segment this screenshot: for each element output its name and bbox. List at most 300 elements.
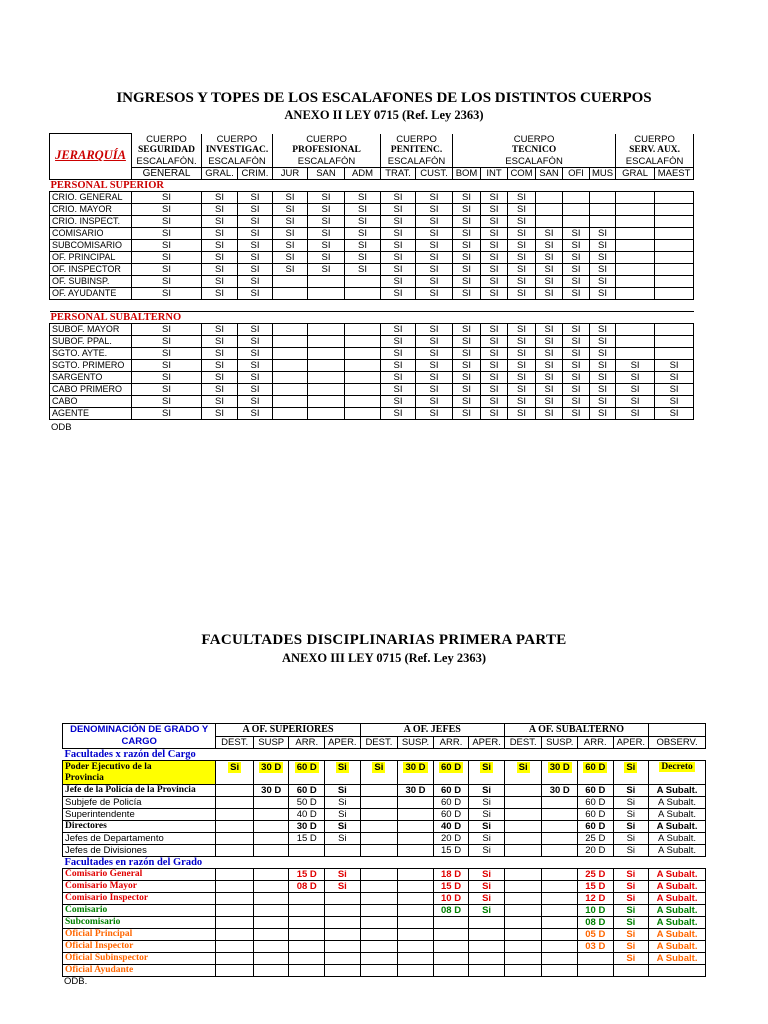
section-label: PERSONAL SUPERIOR [50,179,694,191]
table-row [50,335,694,347]
corps-group-label: CUERPO [396,133,437,145]
value-cell [216,929,254,941]
highlighted-value: Si [374,761,384,773]
corps-group-header [381,145,453,156]
column-subheader: DEST. [360,736,398,749]
value-cell: A Subalt. [649,833,706,845]
rank-cell: SUBCOMISARIO [50,239,132,251]
column-subheader: CUST. [416,167,453,179]
value-cell: A Subalt. [649,809,706,821]
value-cell [504,821,542,833]
value-cell: SI [508,203,536,215]
value-cell [360,761,398,774]
table-row [63,821,706,833]
value-cell [345,371,381,383]
value-cell: SI [273,251,308,263]
value-cell: SI [381,263,416,275]
table-row [50,383,694,395]
value-cell: SI [416,191,453,203]
value-cell [542,953,578,965]
value-cell: SI [481,359,508,371]
value-cell: SI [238,323,273,335]
value-cell [216,809,254,821]
value-cell: SI [238,359,273,371]
value-cell [216,761,254,774]
value-cell: 30 D [289,821,325,833]
value-cell [273,407,308,419]
value-cell: 10 D [578,905,614,917]
value-cell [655,263,694,275]
grade-label: Subjefe de Policía [63,797,216,809]
column-subheader: APER. [325,736,361,749]
value-cell: SI [590,347,616,359]
value-cell [253,965,289,977]
value-cell: SI [536,371,563,383]
value-cell [360,905,398,917]
table-row [63,893,706,905]
value-cell [469,773,505,785]
grade-label: Comisario [63,905,216,917]
value-cell: Si [469,845,505,857]
value-cell: SI [508,287,536,299]
value-cell [613,965,649,977]
value-cell: SI [508,407,536,419]
value-cell [360,869,398,881]
value-cell: SI [453,215,481,227]
value-cell: SI [590,407,616,419]
value-cell [616,227,655,239]
rank-cell: COMISARIO [50,227,132,239]
corps-group-header [616,134,694,145]
corps-group-header [453,134,616,145]
value-cell: SI [590,275,616,287]
value-cell: SI [381,275,416,287]
value-cell [398,773,434,785]
value-cell: Si [469,881,505,893]
value-cell [289,953,325,965]
value-cell [360,845,398,857]
value-cell: A Subalt. [649,845,706,857]
value-cell [504,785,542,797]
highlighted-value: 60 D [296,761,317,773]
value-cell: SI [381,407,416,419]
value-cell: 05 D [578,929,614,941]
column-subheader: OBSERV. [649,736,706,749]
value-cell: A Subalt. [649,953,706,965]
value-cell: 50 D [289,797,325,809]
value-cell [504,773,542,785]
value-cell [216,905,254,917]
value-cell: 15 D [578,881,614,893]
value-cell: SI [416,227,453,239]
rank-cell: SUBOF. PPAL. [50,335,132,347]
value-cell: SI [345,203,381,215]
value-cell: SI [453,191,481,203]
annex2-title: INGRESOS Y TOPES DE LOS ESCALAFONES DE LOS DISTINTOS CUERPOS [116,90,652,106]
value-cell [345,287,381,299]
value-cell [433,965,469,977]
value-cell: SI [381,251,416,263]
value-cell: Si [613,821,649,833]
value-cell: SI [345,215,381,227]
corps-group-label: CUERPO [513,133,555,145]
value-cell [504,929,542,941]
value-cell [308,287,345,299]
table-row [63,881,706,893]
value-cell: SI [481,239,508,251]
value-cell: SI [481,215,508,227]
value-cell: Si [325,833,361,845]
value-cell [536,215,563,227]
value-cell [273,347,308,359]
value-cell [216,821,254,833]
value-cell [504,905,542,917]
value-cell: SI [536,263,563,275]
value-cell [308,275,345,287]
value-cell [253,821,289,833]
value-cell: 25 D [578,869,614,881]
value-cell [655,275,694,287]
value-cell: SI [238,395,273,407]
value-cell [504,809,542,821]
value-cell: SI [273,227,308,239]
value-cell: 40 D [289,809,325,821]
value-cell: A Subalt. [649,797,706,809]
value-cell [398,905,434,917]
value-cell: SI [416,323,453,335]
value-cell [253,917,289,929]
value-cell [325,941,361,953]
subheader-row [50,167,694,179]
value-cell [616,287,655,299]
header-row [63,724,706,737]
value-cell [360,953,398,965]
value-cell: SI [416,287,453,299]
value-cell: SI [563,227,590,239]
value-cell: SI [453,335,481,347]
corps-group-label: PENITENC. [390,144,443,155]
value-cell [273,323,308,335]
value-cell [398,881,434,893]
table-row [50,407,694,419]
value-cell [613,773,649,785]
value-cell [216,797,254,809]
value-cell: A Subalt. [649,869,706,881]
value-cell [289,917,325,929]
value-cell [308,383,345,395]
value-cell: SI [563,359,590,371]
section-cargo-label: Facultades x razón del Cargo [63,749,706,761]
table-row [63,773,706,785]
corps-group-label: ESCALAFÓN [208,155,266,167]
value-cell: SI [590,395,616,407]
value-cell [325,905,361,917]
spacer-cell [50,299,694,311]
annex3-title: FACULTADES DISCIPLINARIAS PRIMERA PARTE [201,632,567,648]
value-cell [649,773,706,785]
value-cell [325,761,361,774]
column-subheader: SAN [308,167,345,179]
value-cell: SI [308,251,345,263]
value-cell: SI [508,263,536,275]
poder-ejecutivo-label: Poder Ejecutivo de la [63,761,216,774]
value-cell [345,335,381,347]
value-cell: 40 D [433,821,469,833]
header-row [50,145,694,156]
value-cell: SI [132,407,202,419]
value-cell: SI [481,395,508,407]
value-cell [398,845,434,857]
column-subheader: ARR. [289,736,325,749]
section-row [63,749,706,761]
observ-top-cell [649,724,706,737]
table-row [50,215,694,227]
value-cell: SI [202,371,238,383]
column-subheader: SUSP. [398,736,434,749]
value-cell: SI [508,227,536,239]
value-cell: SI [508,371,536,383]
corps-group-header [132,156,202,168]
value-cell: SI [202,287,238,299]
value-cell: SI [345,239,381,251]
value-cell: SI [536,407,563,419]
value-cell [325,953,361,965]
value-cell: SI [453,371,481,383]
value-cell [253,941,289,953]
value-cell [590,203,616,215]
value-cell: 60 D [289,785,325,797]
rank-cell: CRIO. MAYOR [50,203,132,215]
value-cell: Si [469,785,505,797]
value-cell: SI [238,347,273,359]
value-cell [253,953,289,965]
value-cell [433,929,469,941]
value-cell [273,335,308,347]
value-cell [289,893,325,905]
value-cell: SI [655,395,694,407]
value-cell [469,917,505,929]
value-cell: SI [508,383,536,395]
value-cell: SI [481,287,508,299]
value-cell: SI [416,239,453,251]
value-cell [308,371,345,383]
annex3-subtitle: ANEXO III LEY 0715 (Ref. Ley 2363) [281,651,487,665]
value-cell [360,809,398,821]
value-cell: SI [416,383,453,395]
value-cell: SI [202,215,238,227]
column-subheader: MUS [590,167,616,179]
value-cell [216,965,254,977]
value-cell [616,335,655,347]
corps-group-label: SERV. AUX. [629,144,681,155]
value-cell: SI [508,347,536,359]
value-cell: SI [308,215,345,227]
value-cell [542,905,578,917]
value-cell [216,785,254,797]
value-cell: SI [345,263,381,275]
value-cell: SI [481,371,508,383]
value-cell: SI [563,263,590,275]
value-cell: SI [453,359,481,371]
value-cell: SI [508,395,536,407]
value-cell: 15 D [289,833,325,845]
value-cell: SI [481,347,508,359]
value-cell [649,761,706,774]
header-row [50,134,694,145]
column-subheader: APER. [613,736,649,749]
value-cell [563,203,590,215]
grade-label: Oficial Principal [63,929,216,941]
value-cell [398,761,434,774]
poder-ejecutivo-label: Provincia [63,773,216,785]
value-cell: SI [481,335,508,347]
table-row [63,869,706,881]
annex2-footer: ODB [51,422,72,433]
value-cell: 60 D [578,809,614,821]
value-cell: SI [536,359,563,371]
value-cell: SI [453,227,481,239]
value-cell [345,347,381,359]
table-row [63,941,706,953]
spacer-row [50,299,694,311]
value-cell: SI [536,335,563,347]
value-cell [325,845,361,857]
value-cell: SI [381,227,416,239]
value-cell: 12 D [578,893,614,905]
column-subheader: GENERAL [132,167,202,179]
table-row [50,239,694,251]
value-cell: Si [469,833,505,845]
section-row [63,857,706,869]
value-cell [216,869,254,881]
value-cell: 15 D [433,881,469,893]
value-cell: Si [613,881,649,893]
value-cell: SI [453,239,481,251]
jerarquia-label: JERARQUÍA [55,148,126,163]
value-cell [504,893,542,905]
value-cell [345,359,381,371]
value-cell [253,761,289,774]
table-row [63,917,706,929]
value-cell: Si [469,869,505,881]
value-cell: SI [273,203,308,215]
value-cell: SI [453,323,481,335]
value-cell: SI [132,275,202,287]
value-cell: 30 D [542,785,578,797]
value-cell: SI [238,407,273,419]
value-cell [542,773,578,785]
value-cell [308,323,345,335]
highlighted-value: 60 D [585,761,606,773]
value-cell: SI [453,203,481,215]
value-cell [469,941,505,953]
value-cell: SI [381,383,416,395]
value-cell: SI [453,251,481,263]
table-row [63,845,706,857]
column-subheader: SUSP. [542,736,578,749]
table-row [63,953,706,965]
value-cell: SI [238,251,273,263]
value-cell [216,773,254,785]
value-cell [253,797,289,809]
value-cell: 08 D [433,905,469,917]
value-cell [590,191,616,203]
value-cell: Si [613,905,649,917]
value-cell: SI [590,323,616,335]
value-cell [613,761,649,774]
value-cell: SI [238,263,273,275]
value-cell: Si [613,929,649,941]
value-cell [253,869,289,881]
value-cell: SI [416,371,453,383]
value-cell: SI [202,251,238,263]
column-subheader: OFI [563,167,590,179]
value-cell [325,893,361,905]
value-cell: SI [308,227,345,239]
value-cell [563,215,590,227]
annex2-subtitle: ANEXO II LEY 0715 (Ref. Ley 2363) [284,108,484,122]
value-cell: SI [202,323,238,335]
value-cell: SI [563,407,590,419]
value-cell: SI [481,251,508,263]
value-cell: SI [616,371,655,383]
value-cell [536,191,563,203]
value-cell: SI [132,263,202,275]
value-cell [253,929,289,941]
value-cell [398,797,434,809]
corps-group-label: CUERPO [146,133,187,145]
value-cell [542,761,578,774]
corps-group-header [273,134,381,145]
value-cell: 30 D [398,785,434,797]
value-cell: SI [416,359,453,371]
rank-cell: SUBOF. MAYOR [50,323,132,335]
column-subheader: DEST. [216,736,254,749]
value-cell: SI [238,383,273,395]
grade-label: Directores [63,821,216,833]
table-row [50,395,694,407]
value-cell [345,323,381,335]
value-cell [433,941,469,953]
table-row [50,371,694,383]
value-cell [216,833,254,845]
value-cell: SI [238,335,273,347]
table-row [63,809,706,821]
value-cell: SI [508,251,536,263]
value-cell: SI [381,215,416,227]
value-cell [360,929,398,941]
grade-label: Comisario Inspector [63,893,216,905]
value-cell: SI [202,191,238,203]
column-subheader: ARR. [433,736,469,749]
value-cell: A Subalt. [649,821,706,833]
value-cell: SI [132,191,202,203]
column-subheader: SAN [536,167,563,179]
highlighted-value: 60 D [440,761,462,773]
value-cell: SI [416,347,453,359]
value-cell: SI [563,371,590,383]
value-cell: SI [453,287,481,299]
value-cell [345,383,381,395]
table-row [50,203,694,215]
value-cell: SI [381,371,416,383]
table-row [63,785,706,797]
value-cell: Si [613,845,649,857]
value-cell [253,773,289,785]
value-cell: SI [508,359,536,371]
value-cell [273,287,308,299]
section-grado-label: Facultades en razón del Grado [63,857,706,869]
